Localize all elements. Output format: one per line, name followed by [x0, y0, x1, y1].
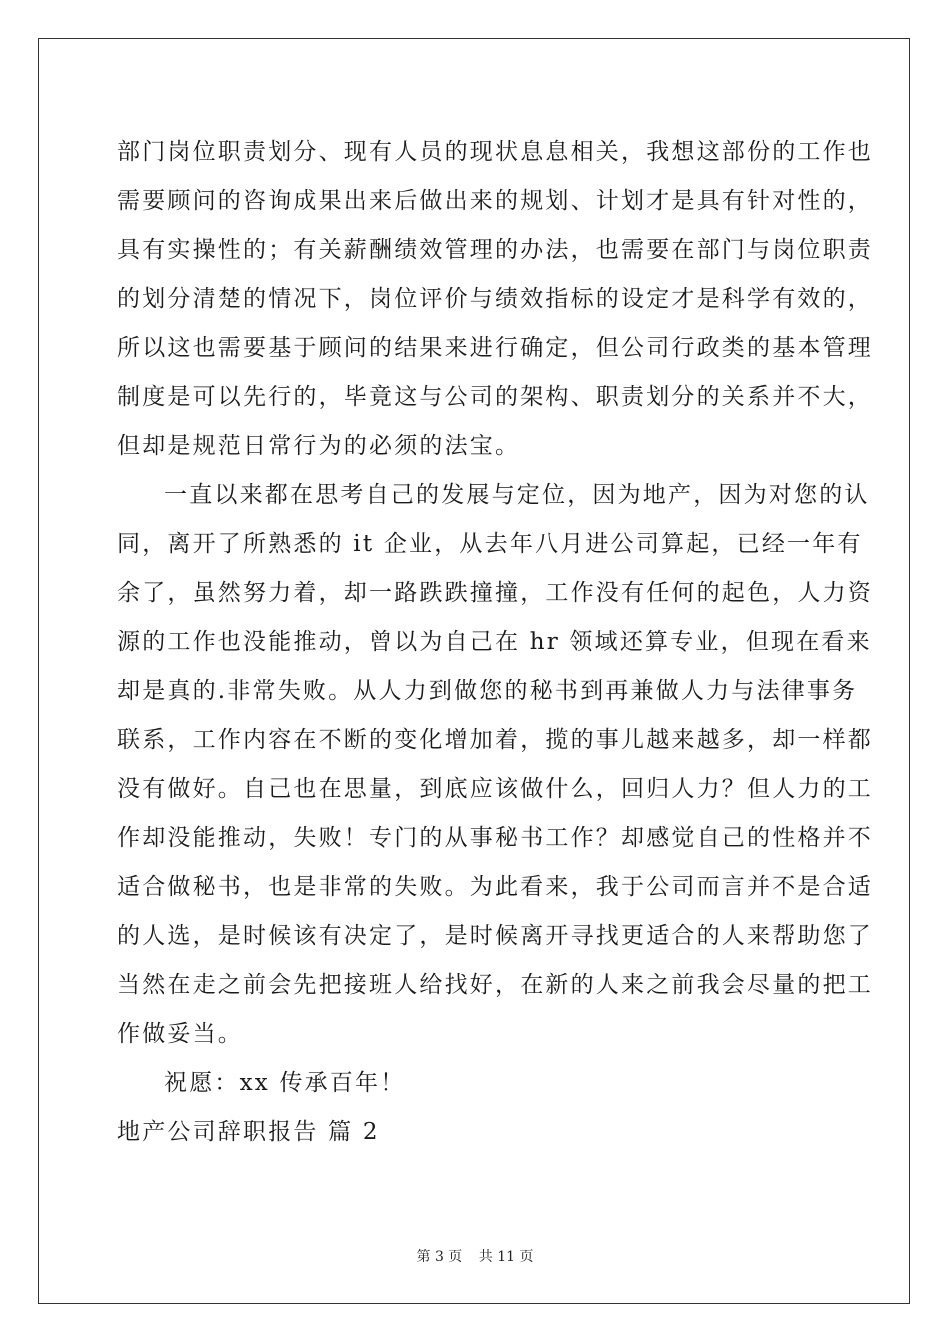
body-text-line: 源的工作也没能推动，曾以为自己在 hr 领域还算专业，但现在看来 — [117, 629, 872, 655]
body-text-line: 余了，虽然努力着，却一路跌跌撞撞，工作没有任何的起色，人力资 — [117, 580, 873, 606]
body-text-line: 适合做秘书，也是非常的失败。为此看来，我于公司而言并不是合适 — [117, 874, 873, 900]
body-text-line: 当然在走之前会先把接班人给找好，在新的人来之前我会尽量的把工 — [117, 972, 873, 998]
page-number: 第 3 页 — [416, 1249, 463, 1265]
body-text-line: 一直以来都在思考自己的发展与定位，因为地产，因为对您的认 — [164, 482, 870, 508]
body-text-line: 具有实操性的；有关薪酬绩效管理的办法，也需要在部门与岗位职责 — [117, 237, 873, 263]
document-body — [117, 128, 873, 1157]
body-text-line: 所以这也需要基于顾问的结果来进行确定，但公司行政类的基本管理 — [117, 335, 873, 361]
body-text-line: 的划分清楚的情况下，岗位评价与绩效指标的设定才是科学有效的， — [117, 286, 873, 312]
body-text-line: 却是真的.非常失败。从人力到做您的秘书到再兼做人力与法律事务 — [117, 678, 858, 704]
body-text-line: 作却没能推动，失败！专门的从事秘书工作？却感觉自己的性格并不 — [117, 825, 873, 851]
section-heading: 地产公司辞职报告 篇 2 — [117, 1119, 380, 1145]
total-pages: 共 11 页 — [478, 1249, 534, 1265]
page-footer — [0, 1246, 950, 1266]
closing-wish: 祝愿：xx 传承百年！ — [164, 1070, 406, 1096]
body-text-line: 部门岗位职责划分、现有人员的现状息息相关，我想这部份的工作也 — [117, 139, 873, 165]
body-text-line: 需要顾问的咨询成果出来后做出来的规划、计划才是具有针对性的， — [117, 188, 873, 214]
body-text-line: 制度是可以先行的，毕竟这与公司的架构、职责划分的关系并不大， — [117, 384, 873, 410]
body-text-line: 但却是规范日常行为的必须的法宝。 — [117, 433, 521, 459]
body-text-line: 没有做好。自己也在思量，到底应该做什么，回归人力？但人力的工 — [117, 776, 873, 802]
body-text-line: 作做妥当。 — [117, 1021, 243, 1047]
body-text-line: 同，离开了所熟悉的 it 企业，从去年八月进公司算起，已经一年有 — [117, 531, 863, 557]
body-text-line: 联系，工作内容在不断的变化增加着，揽的事儿越来越多，却一样都 — [117, 727, 873, 753]
body-text-line: 的人选，是时候该有决定了，是时候离开寻找更适合的人来帮助您了 — [117, 923, 873, 949]
